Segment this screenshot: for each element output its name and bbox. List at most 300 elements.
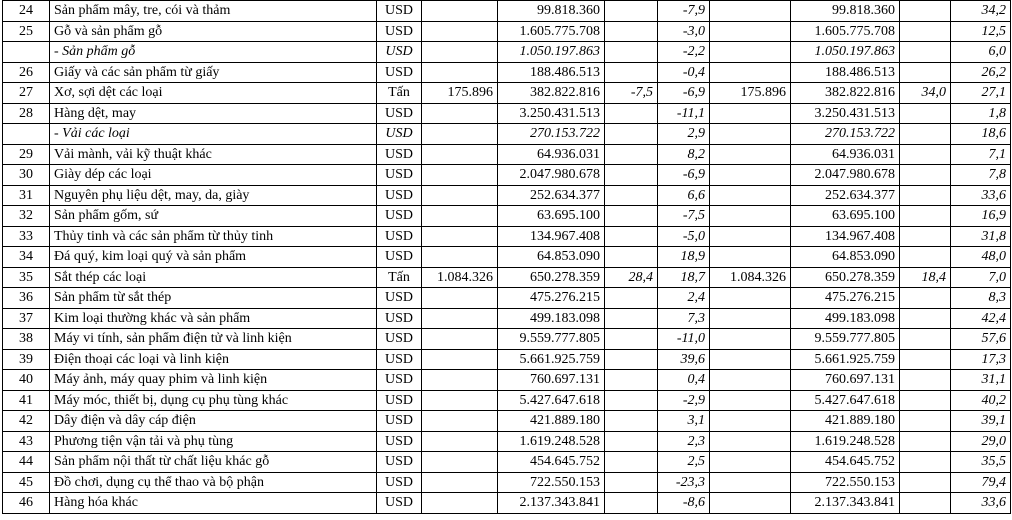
- quantity-change-pct: [605, 411, 658, 432]
- cumulative-value-change-pct: 17,3: [951, 349, 1011, 370]
- cumulative-quantity-cell: 175.896: [710, 83, 791, 104]
- unit-cell: USD: [377, 206, 422, 227]
- cumulative-value-change-pct: 26,2: [951, 62, 1011, 83]
- value-change-pct: -6,9: [658, 165, 710, 186]
- unit-cell: USD: [377, 472, 422, 493]
- table-row: [3, 62, 1011, 83]
- cumulative-quantity-change-pct: [900, 124, 951, 145]
- value-cell: 421.889.180: [498, 411, 605, 432]
- unit-cell: Tấn: [377, 83, 422, 104]
- value-cell: 2.137.343.841: [498, 493, 605, 514]
- unit-cell: USD: [377, 21, 422, 42]
- value-cell: 9.559.777.805: [498, 329, 605, 350]
- value-change-pct: 39,6: [658, 349, 710, 370]
- table-body: [3, 1, 1011, 514]
- cumulative-value-change-pct: 29,0: [951, 431, 1011, 452]
- cumulative-quantity-change-pct: [900, 226, 951, 247]
- table-row: [3, 42, 1011, 63]
- item-name: Đồ chơi, dụng cụ thể thao và bộ phận: [50, 472, 377, 493]
- cumulative-quantity-change-pct: [900, 1, 951, 22]
- table-row: [3, 267, 1011, 288]
- cumulative-value-cell: 99.818.360: [791, 1, 900, 22]
- table-row: [3, 247, 1011, 268]
- value-change-pct: -7,9: [658, 1, 710, 22]
- cumulative-value-cell: 499.183.098: [791, 308, 900, 329]
- item-name: Điện thoại các loại và linh kiện: [50, 349, 377, 370]
- cumulative-value-cell: 134.967.408: [791, 226, 900, 247]
- table-row: [3, 1, 1011, 22]
- item-name: Gỗ và sản phẩm gỗ: [50, 21, 377, 42]
- cumulative-value-cell: 760.697.131: [791, 370, 900, 391]
- row-number: 31: [3, 185, 50, 206]
- value-change-pct: 8,2: [658, 144, 710, 165]
- cumulative-quantity-change-pct: [900, 103, 951, 124]
- cumulative-quantity-change-pct: [900, 247, 951, 268]
- quantity-change-pct: [605, 62, 658, 83]
- row-number: [3, 124, 50, 145]
- unit-cell: USD: [377, 431, 422, 452]
- cumulative-quantity-cell: [710, 21, 791, 42]
- cumulative-quantity-cell: [710, 144, 791, 165]
- cumulative-quantity-cell: [710, 431, 791, 452]
- value-change-pct: 2,3: [658, 431, 710, 452]
- quantity-cell: 175.896: [422, 83, 498, 104]
- quantity-cell: [422, 247, 498, 268]
- value-cell: 650.278.359: [498, 267, 605, 288]
- item-name: Kim loại thường khác và sản phẩm: [50, 308, 377, 329]
- unit-cell: USD: [377, 308, 422, 329]
- value-cell: 188.486.513: [498, 62, 605, 83]
- cumulative-quantity-cell: [710, 124, 791, 145]
- cumulative-value-cell: 454.645.752: [791, 452, 900, 473]
- cumulative-quantity-cell: [710, 493, 791, 514]
- value-change-pct: 2,9: [658, 124, 710, 145]
- value-change-pct: -5,0: [658, 226, 710, 247]
- cumulative-quantity-change-pct: [900, 370, 951, 391]
- cumulative-quantity-cell: [710, 390, 791, 411]
- cumulative-quantity-change-pct: [900, 493, 951, 514]
- cumulative-value-change-pct: 35,5: [951, 452, 1011, 473]
- unit-cell: USD: [377, 370, 422, 391]
- value-cell: 63.695.100: [498, 206, 605, 227]
- item-name: Hàng dệt, may: [50, 103, 377, 124]
- quantity-cell: [422, 226, 498, 247]
- cumulative-quantity-change-pct: [900, 144, 951, 165]
- item-name: Máy móc, thiết bị, dụng cụ phụ tùng khác: [50, 390, 377, 411]
- quantity-change-pct: [605, 370, 658, 391]
- table-row: [3, 472, 1011, 493]
- cumulative-quantity-change-pct: [900, 21, 951, 42]
- value-change-pct: 3,1: [658, 411, 710, 432]
- unit-cell: USD: [377, 411, 422, 432]
- cumulative-value-change-pct: 34,2: [951, 1, 1011, 22]
- row-number: 46: [3, 493, 50, 514]
- quantity-cell: [422, 103, 498, 124]
- cumulative-value-change-pct: 16,9: [951, 206, 1011, 227]
- quantity-change-pct: [605, 349, 658, 370]
- quantity-change-pct: [605, 185, 658, 206]
- table-row: [3, 308, 1011, 329]
- row-number: 36: [3, 288, 50, 309]
- value-cell: 1.605.775.708: [498, 21, 605, 42]
- cumulative-quantity-cell: [710, 370, 791, 391]
- value-cell: 134.967.408: [498, 226, 605, 247]
- value-change-pct: -8,6: [658, 493, 710, 514]
- cumulative-value-change-pct: 79,4: [951, 472, 1011, 493]
- value-cell: 454.645.752: [498, 452, 605, 473]
- table-row: [3, 431, 1011, 452]
- table-row: [3, 329, 1011, 350]
- cumulative-value-cell: 188.486.513: [791, 62, 900, 83]
- cumulative-value-change-pct: 42,4: [951, 308, 1011, 329]
- quantity-cell: [422, 329, 498, 350]
- value-cell: 252.634.377: [498, 185, 605, 206]
- cumulative-quantity-cell: [710, 452, 791, 473]
- row-number: 32: [3, 206, 50, 227]
- cumulative-quantity-cell: [710, 62, 791, 83]
- cumulative-quantity-cell: [710, 165, 791, 186]
- cumulative-quantity-change-pct: [900, 42, 951, 63]
- quantity-cell: [422, 124, 498, 145]
- cumulative-value-change-pct: 33,6: [951, 493, 1011, 514]
- table-row: [3, 124, 1011, 145]
- unit-cell: USD: [377, 288, 422, 309]
- unit-cell: USD: [377, 1, 422, 22]
- cumulative-value-cell: 722.550.153: [791, 472, 900, 493]
- quantity-change-pct: [605, 124, 658, 145]
- item-name: Giấy và các sản phẩm từ giấy: [50, 62, 377, 83]
- value-cell: 270.153.722: [498, 124, 605, 145]
- table-row: [3, 390, 1011, 411]
- cumulative-value-cell: 270.153.722: [791, 124, 900, 145]
- cumulative-quantity-change-pct: [900, 431, 951, 452]
- unit-cell: USD: [377, 103, 422, 124]
- row-number: 29: [3, 144, 50, 165]
- quantity-cell: [422, 493, 498, 514]
- quantity-change-pct: [605, 431, 658, 452]
- cumulative-value-cell: 9.559.777.805: [791, 329, 900, 350]
- quantity-cell: [422, 288, 498, 309]
- table-row: [3, 165, 1011, 186]
- row-number: 25: [3, 21, 50, 42]
- cumulative-value-change-pct: 39,1: [951, 411, 1011, 432]
- row-number: 40: [3, 370, 50, 391]
- value-cell: 1.050.197.863: [498, 42, 605, 63]
- item-name: Máy ảnh, máy quay phim và linh kiện: [50, 370, 377, 391]
- item-name: Dây điện và dây cáp điện: [50, 411, 377, 432]
- item-name: Sản phẩm nội thất từ chất liệu khác gỗ: [50, 452, 377, 473]
- unit-cell: USD: [377, 247, 422, 268]
- value-cell: 99.818.360: [498, 1, 605, 22]
- row-number: 27: [3, 83, 50, 104]
- table-row: [3, 185, 1011, 206]
- cumulative-quantity-cell: [710, 42, 791, 63]
- quantity-cell: [422, 472, 498, 493]
- cumulative-value-change-pct: 57,6: [951, 329, 1011, 350]
- item-name: Thủy tinh và các sản phẩm từ thủy tinh: [50, 226, 377, 247]
- cumulative-value-change-pct: 40,2: [951, 390, 1011, 411]
- item-name: Sản phẩm mây, tre, cói và thảm: [50, 1, 377, 22]
- cumulative-value-change-pct: 12,5: [951, 21, 1011, 42]
- quantity-cell: [422, 144, 498, 165]
- quantity-change-pct: [605, 288, 658, 309]
- quantity-cell: [422, 349, 498, 370]
- value-change-pct: 7,3: [658, 308, 710, 329]
- table-row: [3, 452, 1011, 473]
- quantity-change-pct: [605, 226, 658, 247]
- unit-cell: USD: [377, 185, 422, 206]
- quantity-cell: [422, 21, 498, 42]
- cumulative-quantity-cell: [710, 349, 791, 370]
- value-cell: 5.661.925.759: [498, 349, 605, 370]
- value-cell: 64.853.090: [498, 247, 605, 268]
- quantity-cell: [422, 206, 498, 227]
- cumulative-value-change-pct: 1,8: [951, 103, 1011, 124]
- cumulative-quantity-change-pct: [900, 349, 951, 370]
- table-row: [3, 370, 1011, 391]
- table-row: [3, 103, 1011, 124]
- cumulative-quantity-cell: [710, 185, 791, 206]
- item-name: Phương tiện vận tải và phụ tùng: [50, 431, 377, 452]
- unit-cell: Tấn: [377, 267, 422, 288]
- row-number: 38: [3, 329, 50, 350]
- unit-cell: USD: [377, 226, 422, 247]
- unit-cell: USD: [377, 62, 422, 83]
- cumulative-quantity-change-pct: [900, 452, 951, 473]
- unit-cell: USD: [377, 452, 422, 473]
- quantity-change-pct: [605, 308, 658, 329]
- row-number: 30: [3, 165, 50, 186]
- unit-cell: USD: [377, 349, 422, 370]
- cumulative-quantity-cell: [710, 308, 791, 329]
- unit-cell: USD: [377, 165, 422, 186]
- row-number: 41: [3, 390, 50, 411]
- value-change-pct: -11,0: [658, 329, 710, 350]
- cumulative-value-change-pct: 27,1: [951, 83, 1011, 104]
- cumulative-quantity-cell: [710, 411, 791, 432]
- cumulative-value-cell: 475.276.215: [791, 288, 900, 309]
- cumulative-value-change-pct: 48,0: [951, 247, 1011, 268]
- cumulative-quantity-cell: [710, 329, 791, 350]
- value-change-pct: 0,4: [658, 370, 710, 391]
- quantity-change-pct: [605, 21, 658, 42]
- table-row: [3, 21, 1011, 42]
- value-change-pct: 6,6: [658, 185, 710, 206]
- item-name: Sắt thép các loại: [50, 267, 377, 288]
- cumulative-quantity-cell: [710, 247, 791, 268]
- cumulative-quantity-change-pct: [900, 206, 951, 227]
- value-cell: 760.697.131: [498, 370, 605, 391]
- quantity-change-pct: [605, 247, 658, 268]
- cumulative-quantity-change-pct: [900, 165, 951, 186]
- cumulative-value-change-pct: 33,6: [951, 185, 1011, 206]
- value-change-pct: 18,7: [658, 267, 710, 288]
- cumulative-value-change-pct: 8,3: [951, 288, 1011, 309]
- quantity-cell: [422, 1, 498, 22]
- item-name: Hàng hóa khác: [50, 493, 377, 514]
- cumulative-quantity-cell: [710, 226, 791, 247]
- quantity-change-pct: [605, 103, 658, 124]
- cumulative-value-cell: 1.605.775.708: [791, 21, 900, 42]
- quantity-cell: [422, 411, 498, 432]
- quantity-cell: [422, 370, 498, 391]
- export-data-table: [2, 0, 1011, 514]
- cumulative-value-cell: 382.822.816: [791, 83, 900, 104]
- table-row: [3, 206, 1011, 227]
- value-cell: 64.936.031: [498, 144, 605, 165]
- cumulative-quantity-change-pct: 34,0: [900, 83, 951, 104]
- quantity-change-pct: [605, 1, 658, 22]
- row-number: 24: [3, 1, 50, 22]
- unit-cell: USD: [377, 390, 422, 411]
- item-name: Sản phẩm từ sắt thép: [50, 288, 377, 309]
- table-row: [3, 144, 1011, 165]
- value-cell: 382.822.816: [498, 83, 605, 104]
- row-number: 39: [3, 349, 50, 370]
- cumulative-value-cell: 1.619.248.528: [791, 431, 900, 452]
- value-cell: 499.183.098: [498, 308, 605, 329]
- quantity-cell: [422, 62, 498, 83]
- cumulative-value-cell: 5.427.647.618: [791, 390, 900, 411]
- table-row: [3, 83, 1011, 104]
- cumulative-quantity-change-pct: 18,4: [900, 267, 951, 288]
- row-number: [3, 42, 50, 63]
- quantity-change-pct: [605, 144, 658, 165]
- cumulative-value-change-pct: 6,0: [951, 42, 1011, 63]
- cumulative-quantity-cell: 1.084.326: [710, 267, 791, 288]
- cumulative-quantity-change-pct: [900, 185, 951, 206]
- quantity-cell: [422, 308, 498, 329]
- cumulative-quantity-change-pct: [900, 411, 951, 432]
- cumulative-quantity-cell: [710, 472, 791, 493]
- item-name: - Sản phẩm gỗ: [50, 42, 377, 63]
- row-number: 34: [3, 247, 50, 268]
- unit-cell: USD: [377, 42, 422, 63]
- quantity-change-pct: 28,4: [605, 267, 658, 288]
- value-cell: 2.047.980.678: [498, 165, 605, 186]
- unit-cell: USD: [377, 329, 422, 350]
- unit-cell: USD: [377, 144, 422, 165]
- quantity-change-pct: [605, 329, 658, 350]
- cumulative-value-change-pct: 7,1: [951, 144, 1011, 165]
- quantity-change-pct: [605, 206, 658, 227]
- table-row: [3, 349, 1011, 370]
- item-name: Vải mành, vải kỹ thuật khác: [50, 144, 377, 165]
- cumulative-quantity-change-pct: [900, 308, 951, 329]
- quantity-change-pct: [605, 472, 658, 493]
- cumulative-value-change-pct: 7,0: [951, 267, 1011, 288]
- value-cell: 5.427.647.618: [498, 390, 605, 411]
- quantity-change-pct: [605, 452, 658, 473]
- quantity-change-pct: [605, 42, 658, 63]
- cumulative-value-change-pct: 31,8: [951, 226, 1011, 247]
- value-change-pct: -23,3: [658, 472, 710, 493]
- quantity-cell: [422, 452, 498, 473]
- unit-cell: USD: [377, 493, 422, 514]
- cumulative-value-cell: 1.050.197.863: [791, 42, 900, 63]
- quantity-change-pct: [605, 390, 658, 411]
- item-name: Đá quý, kim loại quý và sản phẩm: [50, 247, 377, 268]
- value-change-pct: 18,9: [658, 247, 710, 268]
- row-number: 28: [3, 103, 50, 124]
- item-name: Máy vi tính, sản phẩm điện tử và linh kiện: [50, 329, 377, 350]
- value-change-pct: -7,5: [658, 206, 710, 227]
- cumulative-quantity-cell: [710, 103, 791, 124]
- value-change-pct: -3,0: [658, 21, 710, 42]
- value-change-pct: -0,4: [658, 62, 710, 83]
- value-change-pct: -11,1: [658, 103, 710, 124]
- row-number: 43: [3, 431, 50, 452]
- value-change-pct: -2,2: [658, 42, 710, 63]
- cumulative-quantity-change-pct: [900, 390, 951, 411]
- table-row: [3, 226, 1011, 247]
- item-name: Xơ, sợi dệt các loại: [50, 83, 377, 104]
- cumulative-value-cell: 252.634.377: [791, 185, 900, 206]
- quantity-cell: [422, 42, 498, 63]
- quantity-change-pct: -7,5: [605, 83, 658, 104]
- row-number: 44: [3, 452, 50, 473]
- unit-cell: USD: [377, 124, 422, 145]
- quantity-change-pct: [605, 493, 658, 514]
- cumulative-quantity-change-pct: [900, 62, 951, 83]
- row-number: 26: [3, 62, 50, 83]
- quantity-change-pct: [605, 165, 658, 186]
- cumulative-value-cell: 5.661.925.759: [791, 349, 900, 370]
- cumulative-value-cell: 2.137.343.841: [791, 493, 900, 514]
- item-name: Giày dép các loại: [50, 165, 377, 186]
- row-number: 45: [3, 472, 50, 493]
- cumulative-quantity-cell: [710, 206, 791, 227]
- cumulative-value-cell: 650.278.359: [791, 267, 900, 288]
- cumulative-value-cell: 3.250.431.513: [791, 103, 900, 124]
- value-cell: 3.250.431.513: [498, 103, 605, 124]
- item-name: Sản phẩm gốm, sứ: [50, 206, 377, 227]
- value-change-pct: 2,5: [658, 452, 710, 473]
- cumulative-value-change-pct: 7,8: [951, 165, 1011, 186]
- value-cell: 722.550.153: [498, 472, 605, 493]
- row-number: 42: [3, 411, 50, 432]
- value-change-pct: 2,4: [658, 288, 710, 309]
- cumulative-quantity-change-pct: [900, 288, 951, 309]
- cumulative-value-cell: 63.695.100: [791, 206, 900, 227]
- value-change-pct: -6,9: [658, 83, 710, 104]
- quantity-cell: [422, 185, 498, 206]
- cumulative-value-cell: 64.853.090: [791, 247, 900, 268]
- row-number: 37: [3, 308, 50, 329]
- cumulative-value-cell: 64.936.031: [791, 144, 900, 165]
- table-row: [3, 493, 1011, 514]
- cumulative-value-change-pct: 18,6: [951, 124, 1011, 145]
- row-number: 33: [3, 226, 50, 247]
- cumulative-quantity-change-pct: [900, 472, 951, 493]
- cumulative-quantity-cell: [710, 288, 791, 309]
- item-name: Nguyên phụ liệu dệt, may, da, giày: [50, 185, 377, 206]
- quantity-cell: [422, 431, 498, 452]
- cumulative-value-cell: 2.047.980.678: [791, 165, 900, 186]
- cumulative-value-change-pct: 31,1: [951, 370, 1011, 391]
- cumulative-quantity-change-pct: [900, 329, 951, 350]
- cumulative-value-cell: 421.889.180: [791, 411, 900, 432]
- row-number: 35: [3, 267, 50, 288]
- value-cell: 475.276.215: [498, 288, 605, 309]
- value-change-pct: -2,9: [658, 390, 710, 411]
- item-name: - Vải các loại: [50, 124, 377, 145]
- cumulative-quantity-cell: [710, 1, 791, 22]
- quantity-cell: [422, 165, 498, 186]
- value-cell: 1.619.248.528: [498, 431, 605, 452]
- table-row: [3, 288, 1011, 309]
- quantity-cell: 1.084.326: [422, 267, 498, 288]
